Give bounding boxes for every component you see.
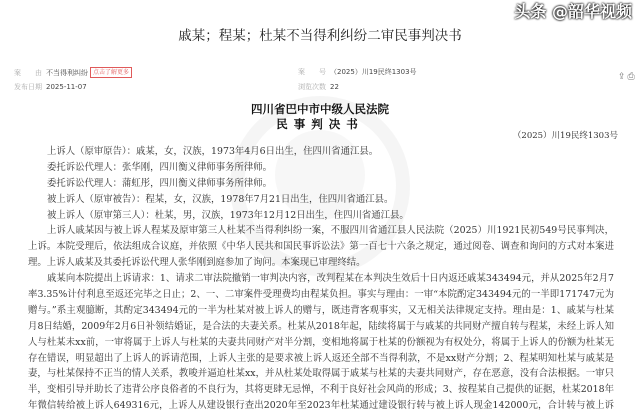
- views-value: 22: [330, 83, 339, 91]
- meta-case: [298, 67, 417, 77]
- party-line: 委托诉讼代理人：蒲虹彤，四川衡义律师事务所律师。: [47, 177, 273, 189]
- party-line: 上诉人（原审原告）：戚某，女，汉族，1973年4月6日出生，住四川省通江县。: [47, 146, 379, 157]
- cause-label: 案 由: [14, 69, 42, 77]
- paragraph-line: 理。上诉人戚某及其委托诉讼代理人张华刚到庭参加了询问。本案现已审理终结。: [28, 257, 366, 269]
- paragraph-line: 存在错误，明显超出了上诉人的诉请范围，上诉人主张的是要求被上诉人返还全部不当得利款，不是xx财产分割；2、程某明知杜某与戚某是: [28, 352, 614, 364]
- court-name: 四川省巴中市中级人民法院: [251, 102, 389, 116]
- paragraph-line: 人与杜某未xx前，一审将属于上诉人与杜某的夫妻共同财产对半分割，变相地将属于杜某的份额视为有权处分，将属于上诉人的份额为杜某无: [28, 336, 614, 348]
- source-watermark: 头条 @韶华视频: [514, 2, 632, 21]
- case-number: （2025）川19民终1303号: [512, 131, 618, 141]
- paragraph-line: 半，变相引导并助长了违背公序良俗者的不良行为，其将更肆无忌惮，不利于良好社会风尚的形成；3、按程某自己提供的证据，杜某2018年: [28, 384, 614, 396]
- learn-more-button[interactable]: 点击了解更多: [90, 67, 132, 78]
- party-line: 被上诉人（原审被告）：程某，女，汉族，1978年7月21日出生，住四川省通江县。: [47, 193, 394, 205]
- paragraph-line: 戚某向本院提出上诉请求：1、请求二审法院撤销一审判决内容，改判程某在本判决生效后十日内返还戚某343494元，并从2025年2月7: [47, 273, 614, 285]
- party-line: 被上诉人（原审第三人）：杜某，男，汉族，1973年12月12日出生，住四川省通江县。: [47, 209, 409, 221]
- party-line: 委托诉讼代理人：张华刚，四川衡义律师事务所律师。: [47, 161, 273, 173]
- paragraph-line: 妻，与杜某保持不正当的情人关系，教唆并逼迫杜某xx，并从杜某处取得属于戚某与杜某的夫妻共同财产，存在恶意，没有合法根据。一审只: [28, 368, 614, 380]
- paragraph-line: 月8日结婚，2009年2月6日补领结婚证，是合法的夫妻关系。杜某从2018年起，陆续将属于与戚某的共同财产擅自转与程某，未经上诉人知: [28, 320, 614, 332]
- meta-views: [298, 82, 339, 92]
- action-icons: [616, 72, 635, 82]
- case-label: 案 号: [298, 68, 326, 76]
- page-title: 戚某；程某；杜某不当得利纠纷二审民事判决书: [178, 28, 462, 44]
- paragraph-line: 上诉。本院受理后，依法组成合议庭，并依照《中华人民共和国民事诉讼法》第一百七十六条之规定，通过阅卷、调查和询问的方式对本案进: [28, 241, 614, 253]
- meta-date: [14, 82, 87, 92]
- date-label: 发布日期: [14, 83, 42, 91]
- paragraph-line: 上诉人戚某因与被上诉人程某及原审第三人杜某不当得利纠纷一案，不服四川省通江县人民法院（2025）川1921民初549号民事判决，: [47, 225, 614, 237]
- paragraph-line: 赠与。”系主观臆断，其酌定343494元的一半为杜某对被上诉人的赠与，既违背客观事实，又无相关法律规定支持。理由是：1、戚某与杜某: [28, 304, 614, 316]
- document-type: 民事判决书: [276, 117, 364, 131]
- paragraph-line: 年微信转给被上诉人649316元，上诉人从建设银行查出2020年至2023年杜某通过建设银行转与被上诉人现金142000元，合计转与被上诉: [28, 400, 614, 412]
- paragraph-line: 率3.35%计付利息至返还完毕之日止；2、一、二审案件受理费均由程某负担。事实与理由：一审“本院酌定343494元的一半即171747元为: [28, 289, 614, 301]
- document-body: [28, 144, 614, 414]
- cause-value: 不当得利纠纷: [46, 69, 88, 77]
- case-value: （2025）川19民终1303号: [330, 68, 417, 76]
- share-icon[interactable]: ⇪: [618, 72, 626, 82]
- print-icon[interactable]: ⎙: [627, 72, 635, 82]
- views-label: 浏览次数: [298, 83, 326, 91]
- date-value: 2025-11-07: [46, 83, 87, 91]
- meta-cause: [14, 67, 132, 78]
